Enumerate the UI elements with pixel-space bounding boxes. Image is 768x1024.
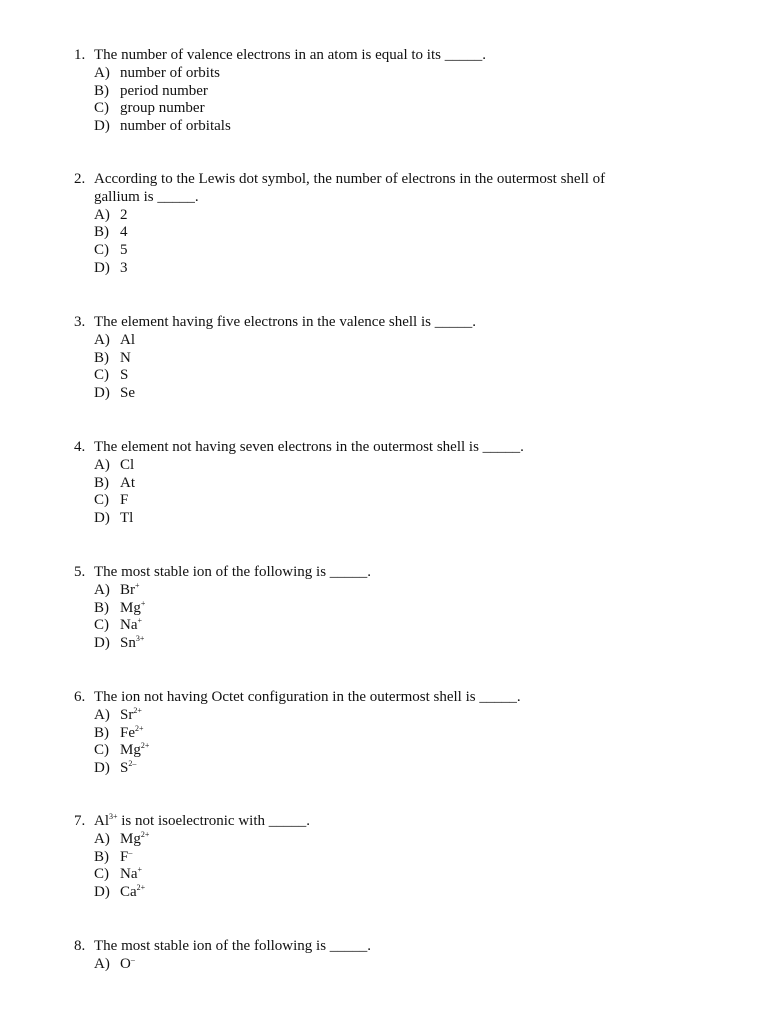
option-a xyxy=(94,65,634,83)
question-stem xyxy=(74,813,634,831)
option-letter: A) xyxy=(94,581,110,598)
charge-superscript: 3+ xyxy=(135,634,145,644)
option-c xyxy=(94,367,634,385)
question-6 xyxy=(74,689,634,778)
option-a xyxy=(94,332,634,350)
option-b xyxy=(94,725,634,743)
option-c xyxy=(94,492,634,510)
question-number: 6. xyxy=(74,689,86,705)
option-letter: C) xyxy=(94,367,109,384)
option-c xyxy=(94,100,634,118)
question-stem xyxy=(74,47,634,65)
element-symbol: Mg xyxy=(120,830,141,847)
option-text: F xyxy=(120,492,129,509)
question-text: The number of valence electrons in an atom is equal to its _____. xyxy=(94,47,486,63)
charge-superscript: – xyxy=(130,954,135,964)
option-text xyxy=(120,582,140,600)
question-number: 2. xyxy=(74,171,86,187)
element-symbol: Br xyxy=(120,581,135,598)
question-7 xyxy=(74,813,634,902)
option-text xyxy=(120,831,149,849)
option-letter: A) xyxy=(94,830,110,847)
option-text: group number xyxy=(120,100,205,117)
option-letter: A) xyxy=(94,64,110,81)
option-letter: B) xyxy=(94,474,109,491)
option-letter: C) xyxy=(94,617,109,634)
option-letter: D) xyxy=(94,635,110,652)
question-number: 8. xyxy=(74,938,86,954)
option-text xyxy=(120,600,145,618)
option-letter: B) xyxy=(94,724,109,741)
option-text: At xyxy=(120,474,135,491)
option-letter: A) xyxy=(94,331,110,348)
question-number: 3. xyxy=(74,314,86,330)
element-symbol: O xyxy=(120,955,131,972)
option-text xyxy=(120,725,144,743)
option-text: 2 xyxy=(120,206,128,223)
option-text: N xyxy=(120,349,131,366)
charge-superscript: 3+ xyxy=(109,812,118,821)
option-a xyxy=(94,207,634,225)
option-a xyxy=(94,956,634,974)
option-letter: A) xyxy=(94,955,110,972)
question-3 xyxy=(74,314,634,403)
question-text-rest: is not isoelectronic with _____. xyxy=(117,813,310,829)
option-text: S xyxy=(120,367,129,384)
option-letter: C) xyxy=(94,492,109,509)
option-d xyxy=(94,635,634,653)
element-symbol: Mg xyxy=(120,742,141,759)
option-letter: B) xyxy=(94,599,109,616)
option-text xyxy=(120,884,145,902)
option-b xyxy=(94,600,634,618)
question-number: 7. xyxy=(74,813,86,829)
question-text: According to the Lewis dot symbol, the number of electrons in the outermost shell of gallium is _____. xyxy=(94,171,606,205)
question-5 xyxy=(74,564,634,653)
option-b xyxy=(94,849,634,867)
option-text xyxy=(120,849,132,867)
option-letter: A) xyxy=(94,456,110,473)
question-text: The element having five electrons in the valence shell is _____. xyxy=(94,314,476,330)
option-letter: B) xyxy=(94,82,109,99)
question-stem xyxy=(74,689,634,707)
question-text xyxy=(94,813,634,831)
option-text xyxy=(120,635,144,653)
option-text xyxy=(120,760,136,778)
element-symbol: Na xyxy=(120,617,138,634)
option-letter: C) xyxy=(94,866,109,883)
element-symbol: Sn xyxy=(120,635,136,652)
question-stem xyxy=(74,938,634,956)
option-text: Se xyxy=(120,385,135,402)
element-symbol: Na xyxy=(120,866,138,883)
element-symbol: Sr xyxy=(120,706,134,723)
option-text xyxy=(120,617,142,635)
option-d xyxy=(94,884,634,902)
option-letter: B) xyxy=(94,349,109,366)
option-b xyxy=(94,224,634,242)
question-1 xyxy=(74,47,634,136)
charge-superscript: + xyxy=(135,580,140,590)
option-a xyxy=(94,831,634,849)
option-b xyxy=(94,350,634,368)
option-a xyxy=(94,707,634,725)
charge-superscript: – xyxy=(128,847,133,857)
option-letter: D) xyxy=(94,884,110,901)
option-d xyxy=(94,118,634,136)
option-text: number of orbitals xyxy=(120,118,231,135)
option-c xyxy=(94,742,634,760)
element-symbol: Mg xyxy=(120,599,141,616)
charge-superscript: 2+ xyxy=(135,723,144,733)
option-text xyxy=(120,742,149,760)
question-text: The most stable ion of the following is _____. xyxy=(94,938,372,954)
option-d xyxy=(94,760,634,778)
option-text xyxy=(120,866,142,884)
option-b xyxy=(94,475,634,493)
option-a xyxy=(94,457,634,475)
option-b xyxy=(94,83,634,101)
charge-superscript: 2+ xyxy=(136,883,146,893)
option-c xyxy=(94,242,634,260)
option-letter: D) xyxy=(94,760,110,777)
option-letter: C) xyxy=(94,742,109,759)
option-text: 5 xyxy=(120,242,128,259)
option-text: Tl xyxy=(120,510,134,527)
option-d xyxy=(94,510,634,528)
question-stem xyxy=(74,314,634,332)
option-letter: A) xyxy=(94,206,110,223)
question-4 xyxy=(74,439,634,528)
option-letter: D) xyxy=(94,510,110,527)
question-number: 1. xyxy=(74,47,86,63)
element-symbol: Al xyxy=(94,813,109,829)
charge-superscript: 2+ xyxy=(133,705,142,715)
question-8 xyxy=(74,938,634,974)
charge-superscript: 2+ xyxy=(140,741,150,751)
charge-superscript: 2+ xyxy=(140,829,150,839)
option-c xyxy=(94,866,634,884)
option-c xyxy=(94,617,634,635)
option-d xyxy=(94,260,634,278)
option-text: period number xyxy=(120,82,208,99)
option-letter: C) xyxy=(94,100,109,117)
element-symbol: Fe xyxy=(120,724,135,741)
element-symbol: S xyxy=(120,760,129,777)
question-text: The most stable ion of the following is _____. xyxy=(94,564,372,580)
option-letter: B) xyxy=(94,848,109,865)
question-stem xyxy=(74,171,634,207)
charge-superscript: 2– xyxy=(128,759,137,769)
option-a xyxy=(94,582,634,600)
option-letter: D) xyxy=(94,259,110,276)
question-stem xyxy=(74,564,634,582)
option-letter: B) xyxy=(94,224,109,241)
question-stem xyxy=(74,439,634,457)
charge-superscript: + xyxy=(137,616,143,626)
option-text: Al xyxy=(120,331,135,348)
option-text xyxy=(120,707,142,725)
option-letter: D) xyxy=(94,385,110,402)
option-letter: A) xyxy=(94,706,110,723)
option-text: Cl xyxy=(120,456,135,473)
question-number: 4. xyxy=(74,439,86,455)
option-letter: C) xyxy=(94,242,109,259)
charge-superscript: + xyxy=(140,598,146,608)
option-text xyxy=(120,956,135,974)
option-text: 4 xyxy=(120,224,128,241)
option-letter: D) xyxy=(94,118,110,135)
question-text: The ion not having Octet configuration in the outermost shell is _____. xyxy=(94,689,521,705)
question-2 xyxy=(74,171,634,278)
question-number: 5. xyxy=(74,564,86,580)
charge-superscript: + xyxy=(137,865,143,875)
option-text: 3 xyxy=(120,259,128,276)
element-symbol: Ca xyxy=(120,884,137,901)
question-text: The element not having seven electrons in the outermost shell is _____. xyxy=(94,439,524,455)
element-symbol: F xyxy=(120,848,129,865)
option-d xyxy=(94,385,634,403)
option-text: number of orbits xyxy=(120,64,220,81)
